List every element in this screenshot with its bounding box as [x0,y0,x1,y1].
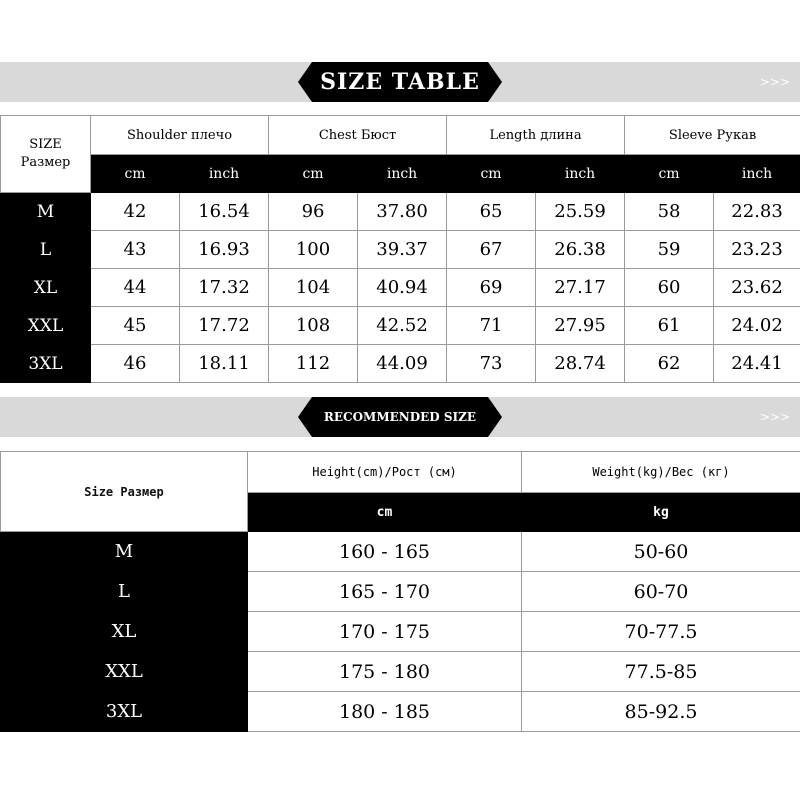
size-table-banner [298,62,502,102]
value-cell: 16.93 [180,231,269,269]
value-cell: 60 [625,269,714,307]
height-cell: 170 - 175 [248,612,522,652]
value-cell: 42 [91,193,180,231]
unit-header: inch [180,155,269,193]
height-cell: 160 - 165 [248,532,522,572]
height-cell: 175 - 180 [248,652,522,692]
value-cell: 67 [447,231,536,269]
unit-header: cm [91,155,180,193]
recommended-size-header-band [0,397,800,437]
value-cell: 43 [91,231,180,269]
unit-header: inch [358,155,447,193]
table-row [1,692,800,732]
value-cell: 23.23 [714,231,800,269]
weight-cell: 77.5-85 [522,652,800,692]
recommended-size-table [0,451,800,732]
size-table [0,115,800,383]
recommended-size-title: RECOMMENDED SIZE [323,410,477,424]
value-cell: 18.11 [180,345,269,383]
value-cell: 24.41 [714,345,800,383]
unit-header: cm [625,155,714,193]
value-cell: 27.95 [536,307,625,345]
value-cell: 61 [625,307,714,345]
weight-cell: 70-77.5 [522,612,800,652]
weight-header: Weight(kg)/Вес (кг) [522,452,800,493]
size-label-ru: Размер [20,155,71,170]
value-cell: 37.80 [358,193,447,231]
value-cell: 112 [269,345,358,383]
value-cell: 16.54 [180,193,269,231]
unit-header: cm [269,155,358,193]
size-table-title: SIZE TABLE [320,69,480,95]
value-cell: 24.02 [714,307,800,345]
table-row [1,572,800,612]
unit-header: inch [536,155,625,193]
size-cell: L [1,572,248,612]
value-cell: 22.83 [714,193,800,231]
value-cell: 46 [91,345,180,383]
value-cell: 44.09 [358,345,447,383]
size-label-en: SIZE [29,137,62,152]
weight-cell: 85-92.5 [522,692,800,732]
value-cell: 100 [269,231,358,269]
weight-cell: 50-60 [522,532,800,572]
value-cell: 69 [447,269,536,307]
value-cell: 27.17 [536,269,625,307]
unit-header: inch [714,155,800,193]
table-row [1,652,800,692]
group-header-length: Length длина [447,116,625,155]
value-cell: 71 [447,307,536,345]
size-cell: XXL [1,652,248,692]
table-row [1,193,800,231]
value-cell: 23.62 [714,269,800,307]
value-cell: 45 [91,307,180,345]
value-cell: 104 [269,269,358,307]
value-cell: 44 [91,269,180,307]
value-cell: 65 [447,193,536,231]
value-cell: 26.38 [536,231,625,269]
value-cell: 42.52 [358,307,447,345]
value-cell: 96 [269,193,358,231]
table-row [1,269,800,307]
value-cell: 73 [447,345,536,383]
table-row [1,345,800,383]
table-row [1,612,800,652]
arrows-icon: >>> [759,75,790,89]
value-cell: 40.94 [358,269,447,307]
size-cell: XL [1,269,91,307]
table-row [1,231,800,269]
value-cell: 108 [269,307,358,345]
value-cell: 17.32 [180,269,269,307]
group-header-shoulder: Shoulder плечо [91,116,269,155]
value-cell: 28.74 [536,345,625,383]
table-row [1,532,800,572]
height-cell: 180 - 185 [248,692,522,732]
recommended-size-banner [298,397,502,437]
value-cell: 62 [625,345,714,383]
height-header: Height(cm)/Рост (см) [248,452,522,493]
weight-unit: kg [522,493,800,532]
arrows-icon: >>> [759,410,790,424]
size-cell: XXL [1,307,91,345]
size-cell: 3XL [1,345,91,383]
group-header-sleeve: Sleeve Рукав [625,116,800,155]
value-cell: 39.37 [358,231,447,269]
size-cell: XL [1,612,248,652]
size-corner-cell [1,116,91,193]
size-cell: 3XL [1,692,248,732]
unit-header: cm [447,155,536,193]
weight-cell: 60-70 [522,572,800,612]
group-header-chest: Chest Бюст [269,116,447,155]
size-cell: L [1,231,91,269]
table-row [1,307,800,345]
size-cell: M [1,193,91,231]
rec-size-corner-cell: Size Размер [1,452,248,532]
value-cell: 59 [625,231,714,269]
value-cell: 17.72 [180,307,269,345]
height-cell: 165 - 170 [248,572,522,612]
size-cell: M [1,532,248,572]
value-cell: 25.59 [536,193,625,231]
value-cell: 58 [625,193,714,231]
height-unit: cm [248,493,522,532]
size-table-header-band [0,62,800,102]
